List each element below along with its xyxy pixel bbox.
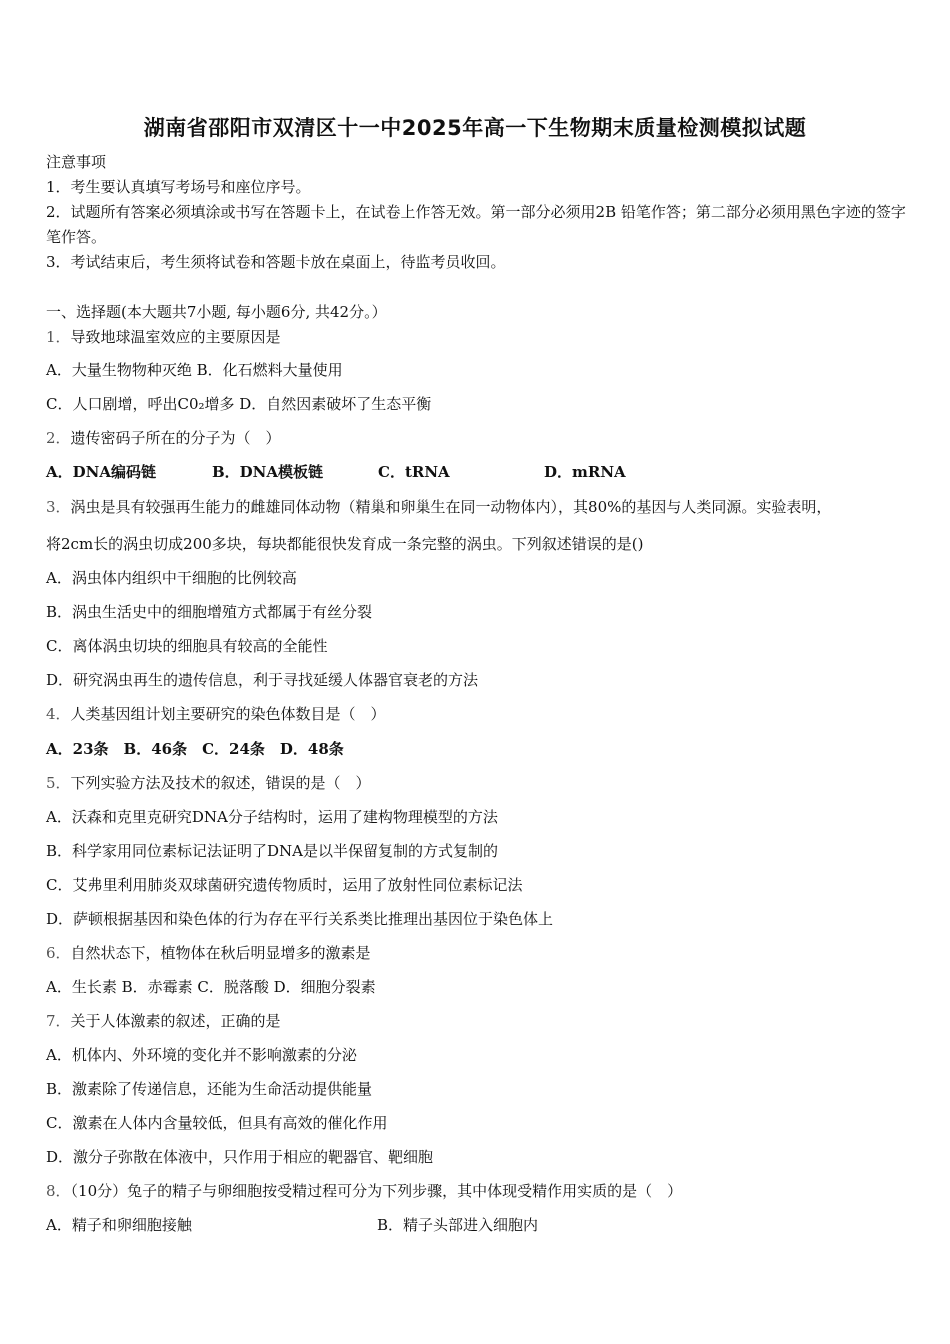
question-option: D．研究涡虫再生的遗传信息，利于寻找延缓人体器官衰老的方法 xyxy=(46,671,479,689)
question-option: B．涡虫生活史中的细胞增殖方式都属于有丝分裂 xyxy=(46,603,373,621)
question-text: 遗传密码子所在的分子为（ ） xyxy=(70,429,281,447)
question-option: A．DNA编码链 xyxy=(46,463,156,481)
question-number: 6． xyxy=(46,944,71,962)
question-option: B．科学家用同位素标记法证明了DNA是以半保留复制的方式复制的 xyxy=(46,842,499,860)
question-options-row xyxy=(46,462,626,482)
question-stem xyxy=(46,327,281,347)
question-option: D．萨顿根据基因和染色体的行为存在平行关系类比推理出基因位于染色体上 xyxy=(46,910,554,928)
question-option: C．艾弗里利用肺炎双球菌研究遗传物质时，运用了放射性同位素标记法 xyxy=(46,876,523,894)
notice-item: 2．试题所有答案必须填涂或书写在答题卡上，在试卷上作答无效。第一部分必须用2B 铅笔作答；第二部分必须用黑色字迹的签字笔作答。 xyxy=(46,203,906,246)
question-text: 关于人体激素的叙述，正确的是 xyxy=(70,1012,281,1030)
question-option: D．mRNA xyxy=(544,463,626,481)
question-number: 1． xyxy=(46,328,71,346)
question-text: （10分）兔子的精子与卵细胞按受精过程可分为下列步骤，其中体现受精作用实质的是（ ） xyxy=(70,1182,683,1200)
section-heading: 一、选择题(本大题共7小题, 每小题6分, 共42分。） xyxy=(46,303,387,321)
question-number: 4． xyxy=(46,705,71,723)
question-options-row xyxy=(46,1215,538,1235)
question-text: 自然状态下，植物体在秋后明显增多的激素是 xyxy=(70,944,371,962)
question-stem xyxy=(46,704,386,724)
notice-item: 1．考生要认真填写考场号和座位序号。 xyxy=(46,178,311,196)
question-option: A．机体内、外环境的变化并不影响激素的分泌 xyxy=(46,1046,357,1064)
question-option: C．激素在人体内含量较低，但具有高效的催化作用 xyxy=(46,1114,388,1132)
question-number: 8． xyxy=(46,1182,71,1200)
question-option: D．激分子弥散在体液中，只作用于相应的靶器官、靶细胞 xyxy=(46,1148,434,1166)
page-title: 湖南省邵阳市双清区十一中2025年高一下生物期末质量检测模拟试题 xyxy=(143,116,807,140)
question-text: 下列实验方法及技术的叙述，错误的是（ ） xyxy=(70,774,371,792)
question-text-cont: 将2cm长的涡虫切成200多块，每块都能很快发育成一条完整的涡虫。下列叙述错误的是() xyxy=(46,535,644,553)
question-option: A．沃森和克里克研究DNA分子结构时，运用了建构物理模型的方法 xyxy=(46,808,498,826)
notice-item: 3．考试结束后，考生须将试卷和答题卡放在桌面上，待监考员收回。 xyxy=(46,253,506,271)
question-option: A．23条 B．46条 C．24条 D．48条 xyxy=(46,740,344,758)
question-number: 7． xyxy=(46,1012,71,1030)
notice-heading: 注意事项 xyxy=(46,153,107,171)
question-option: A．涡虫体内组织中干细胞的比例较高 xyxy=(46,569,297,587)
question-option: C．tRNA xyxy=(378,463,450,481)
question-stem xyxy=(46,1181,682,1201)
question-option: C．离体涡虫切块的细胞具有较高的全能性 xyxy=(46,637,328,655)
question-option: B．DNA模板链 xyxy=(212,463,324,481)
question-option: A．精子和卵细胞接触 xyxy=(46,1216,192,1234)
question-stem xyxy=(46,943,371,963)
question-number: 2． xyxy=(46,429,71,447)
question-option: A．生长素 B．赤霉素 C．脱落酸 D．细胞分裂素 xyxy=(46,978,376,996)
question-option: B．激素除了传递信息，还能为生命活动提供能量 xyxy=(46,1080,373,1098)
question-stem xyxy=(46,428,281,448)
question-number: 3． xyxy=(46,498,71,516)
question-stem xyxy=(46,773,371,793)
question-text: 导致地球温室效应的主要原因是 xyxy=(70,328,281,346)
question-text: 人类基因组计划主要研究的染色体数目是（ ） xyxy=(70,705,386,723)
question-number: 5． xyxy=(46,774,71,792)
question-text: 涡虫是具有较强再生能力的雌雄同体动物（精巢和卵巢生在同一动物体内），其80%的基因与人类同源。实验表明， xyxy=(70,498,832,516)
question-stem xyxy=(46,497,831,517)
question-option: B．精子头部进入细胞内 xyxy=(377,1216,539,1234)
question-option: C．人口剧增，呼出C0₂增多 D．自然因素破坏了生态平衡 xyxy=(46,395,432,413)
question-stem xyxy=(46,1011,281,1031)
question-option: A．大量生物物种灭绝 B．化石燃料大量使用 xyxy=(46,361,343,379)
